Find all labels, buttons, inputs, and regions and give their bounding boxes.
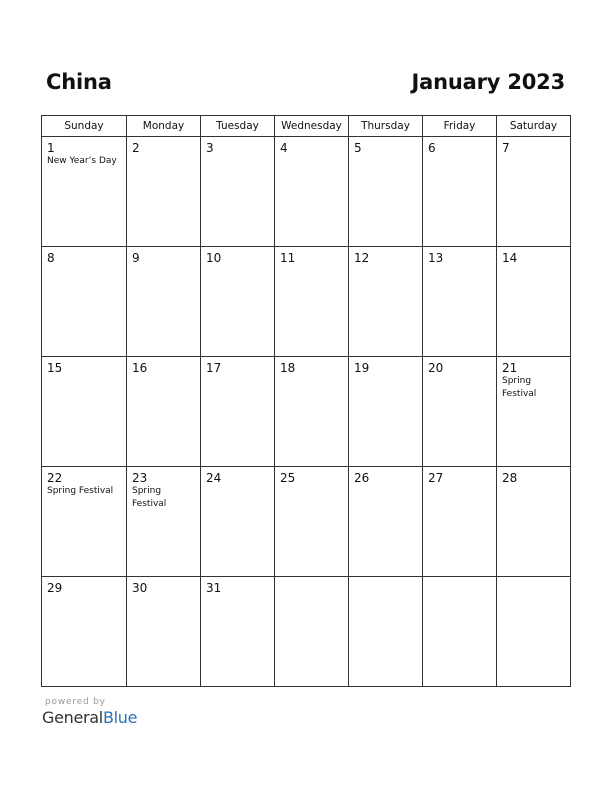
day-number: 7	[502, 141, 510, 155]
day-number: 16	[132, 361, 148, 375]
week-row	[42, 137, 571, 247]
day-cell	[42, 357, 127, 467]
day-number: 13	[428, 251, 444, 265]
day-cell	[423, 467, 497, 577]
day-cell	[275, 357, 349, 467]
weekday-saturday: Saturday	[497, 116, 571, 137]
powered-by-text: powered by	[45, 697, 106, 707]
weekday-friday: Friday	[423, 116, 497, 137]
day-cell	[423, 137, 497, 247]
day-cell	[275, 247, 349, 357]
weekday-tuesday: Tuesday	[201, 116, 275, 137]
brand-blue-text: Blue	[102, 708, 138, 727]
weekday-thursday: Thursday	[349, 116, 423, 137]
holiday-label: New Year’s Day	[47, 156, 117, 166]
day-number: 31	[206, 581, 222, 595]
day-number: 20	[428, 361, 444, 375]
day-cell	[497, 137, 571, 247]
day-cell	[127, 467, 201, 577]
day-number: 24	[206, 471, 222, 485]
weekday-wednesday: Wednesday	[275, 116, 349, 137]
day-number: 29	[47, 581, 63, 595]
empty-day-cell	[497, 577, 571, 687]
day-cell	[349, 467, 423, 577]
day-cell	[127, 137, 201, 247]
day-number: 26	[354, 471, 370, 485]
day-cell	[42, 247, 127, 357]
day-number: 4	[280, 141, 288, 155]
week-row	[42, 577, 571, 687]
day-number: 23	[132, 471, 148, 485]
day-cell	[127, 577, 201, 687]
day-number: 19	[354, 361, 370, 375]
day-number: 11	[280, 251, 296, 265]
day-cell	[42, 137, 127, 247]
day-number: 17	[206, 361, 222, 375]
day-number: 15	[47, 361, 63, 375]
day-cell	[275, 467, 349, 577]
weekday-sunday: Sunday	[42, 116, 127, 137]
day-cell	[42, 577, 127, 687]
holiday-label: Spring Festival	[132, 486, 167, 509]
day-number: 21	[502, 361, 518, 375]
holiday-label: Spring Festival	[502, 376, 537, 399]
day-cell	[127, 247, 201, 357]
day-number: 28	[502, 471, 518, 485]
day-number: 2	[132, 141, 140, 155]
calendar-grid	[41, 115, 571, 687]
day-cell	[201, 357, 275, 467]
day-cell	[497, 467, 571, 577]
week-row	[42, 357, 571, 467]
day-cell	[275, 137, 349, 247]
day-cell	[201, 577, 275, 687]
day-cell	[423, 357, 497, 467]
day-number: 12	[354, 251, 370, 265]
empty-day-cell	[423, 577, 497, 687]
day-number: 27	[428, 471, 444, 485]
day-cell	[127, 357, 201, 467]
day-number: 9	[132, 251, 140, 265]
week-row	[42, 467, 571, 577]
month-year-title: January 2023	[411, 70, 565, 94]
day-cell	[42, 467, 127, 577]
generalblue-logo[interactable]	[42, 708, 137, 727]
day-cell	[423, 247, 497, 357]
country-title: China	[46, 70, 112, 94]
day-cell	[201, 467, 275, 577]
day-cell	[349, 137, 423, 247]
day-number: 6	[428, 141, 436, 155]
day-number: 22	[47, 471, 63, 485]
day-cell	[497, 357, 571, 467]
day-cell	[497, 247, 571, 357]
weekday-header-row	[42, 116, 571, 137]
day-cell	[349, 247, 423, 357]
day-cell	[349, 357, 423, 467]
brand-general-text: General	[42, 708, 103, 727]
empty-day-cell	[275, 577, 349, 687]
day-number: 8	[47, 251, 55, 265]
day-number: 1	[47, 141, 55, 155]
weekday-monday: Monday	[127, 116, 201, 137]
day-number: 30	[132, 581, 148, 595]
day-number: 3	[206, 141, 214, 155]
day-number: 25	[280, 471, 296, 485]
holiday-label: Spring Festival	[47, 486, 114, 496]
day-number: 14	[502, 251, 518, 265]
week-row	[42, 247, 571, 357]
day-cell	[201, 247, 275, 357]
day-number: 10	[206, 251, 222, 265]
day-number: 5	[354, 141, 362, 155]
empty-day-cell	[349, 577, 423, 687]
day-cell	[201, 137, 275, 247]
day-number: 18	[280, 361, 296, 375]
